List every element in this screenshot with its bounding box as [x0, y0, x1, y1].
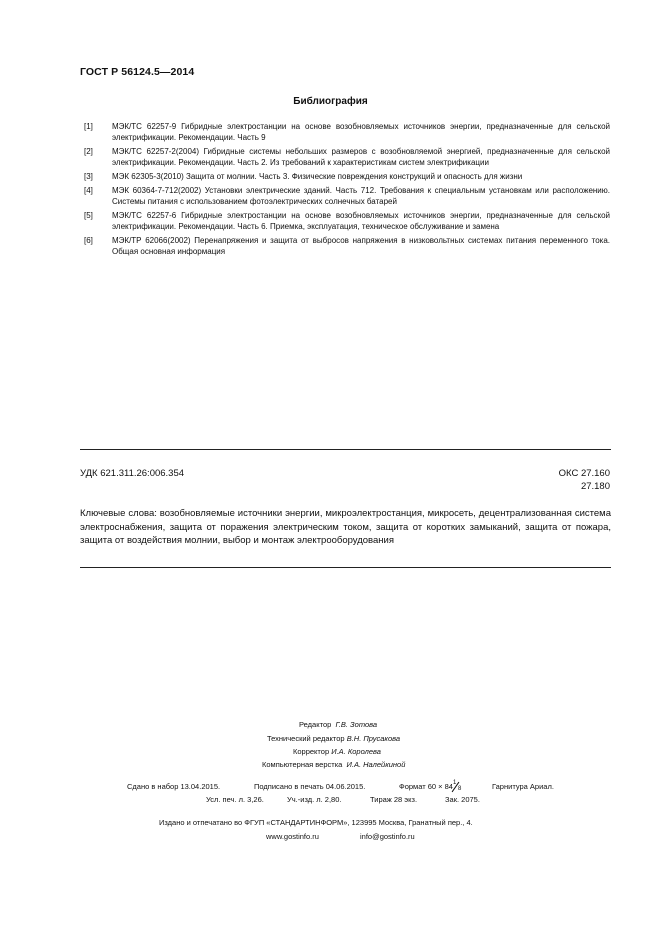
reference-number: [5] — [84, 211, 93, 220]
reference-number: [6] — [84, 236, 93, 245]
reference-text: МЭК 62305-3(2010) Защита от молнии. Часть 3. Физические повреждения конструкций и опасность для жизни — [112, 172, 523, 181]
imprint-print-sheets: Усл. печ. л. 3,26. — [206, 795, 264, 804]
divider-bottom — [80, 567, 611, 568]
publisher-line: Издано и отпечатано во ФГУП «СТАНДАРТИНФОРМ», 123995 Москва, Гранатный пер., 4. — [159, 818, 473, 827]
corrector-label: Корректор — [293, 747, 330, 756]
imprint-typeset: Сдано в набор 13.04.2015. — [127, 782, 221, 791]
corrector-name: И.А. Королева — [331, 747, 381, 756]
editor-line — [299, 718, 377, 731]
divider-top — [80, 449, 611, 450]
editor-label: Редактор — [299, 720, 332, 729]
bibliography-item — [84, 171, 610, 182]
format-fraction — [452, 779, 463, 792]
bibliography-item — [84, 185, 610, 207]
imprint-signed: Подписано в печать 04.06.2015. — [254, 782, 366, 791]
udk-code: УДК 621.311.26:006.354 — [80, 468, 185, 479]
reference-text: МЭК/ТР 62066(2002) Перенапряжения и защита от выбросов напряжения в низковольтных системах питания переменного тока. Общая основная информация — [112, 236, 610, 256]
reference-number: [4] — [84, 186, 93, 195]
reference-number: [1] — [84, 122, 93, 131]
corrector-line — [293, 745, 381, 758]
reference-number: [2] — [84, 147, 93, 156]
oks-code: 27.180 — [580, 480, 610, 492]
layout-label: Компьютерная верстка — [262, 760, 343, 769]
keywords: Ключевые слова: возобновляемые источники энергии, микроэлектростанция, микросеть, децентрализованная система электроснабжения, защита от поражения электрическим током, защита от коротких замыканий, защита от пожара, защита от воздействия молнии, выбор и монтаж электрооборудования — [80, 508, 611, 546]
imprint-font: Гарнитура Ариал. — [492, 782, 554, 791]
tech-editor-label: Технический редактор — [267, 734, 345, 743]
reference-text: МЭК/ТС 62257-6 Гибридные электростанции на основе возобновляемых источников энергии, предназначенные для сельской электрификации. Рекомендации. Часть 6. Приемка, эксплуатация, техническое обслуживание и замена — [112, 211, 610, 231]
standard-number: ГОСТ Р 56124.5—2014 — [80, 66, 195, 78]
bibliography-title: Библиография — [293, 96, 368, 107]
fraction-numerator: 1 — [452, 779, 457, 786]
imprint-pub-sheets: Уч.-изд. л. 2,80. — [287, 795, 342, 804]
reference-text: МЭК/ТС 62257-2(2004) Гибридные системы небольших размеров с возобновляемой энергией, предназначенные для сельской электрификации. Рекомендации. Часть 2. Из требований к характеристикам систем электрификации — [112, 147, 610, 167]
oks-code: ОКС 27.160 — [558, 468, 610, 479]
tech-editor-name: В.Н. Прусакова — [346, 734, 401, 743]
imprint-circulation: Тираж 28 экз. — [370, 795, 418, 804]
publisher-website-link[interactable]: www.gostinfo.ru — [266, 832, 319, 841]
reference-number: [3] — [84, 172, 93, 181]
bibliography-item — [84, 235, 610, 257]
fraction-denominator: 8 — [457, 785, 462, 792]
layout-name: И.А. Налейкиной — [346, 760, 406, 769]
editor-name: Г.В. Зотова — [335, 720, 378, 729]
bibliography-item — [84, 210, 610, 232]
layout-line — [262, 758, 405, 771]
bibliography-item — [84, 146, 610, 168]
bibliography-list — [84, 121, 610, 260]
publisher-email-link[interactable]: info@gostinfo.ru — [360, 832, 415, 841]
format-text: Формат 60 × 84 — [399, 782, 453, 791]
imprint-order: Зак. 2075. — [445, 795, 480, 804]
tech-editor-line — [267, 732, 400, 745]
imprint-format — [399, 779, 463, 792]
oks-codes — [559, 468, 610, 493]
bibliography-item — [84, 121, 610, 143]
reference-text: МЭК/ТС 62257-9 Гибридные электростанции на основе возобновляемых источников энергии, предназначенные для сельской электрификации. Рекомендации. Часть 9 — [112, 122, 610, 142]
reference-text: МЭК 60364-7-712(2002) Установки электрические зданий. Часть 712. Требования к специальным установкам или расположению. Системы питания с использованием фотоэлектрических солнечных батарей — [112, 186, 610, 206]
